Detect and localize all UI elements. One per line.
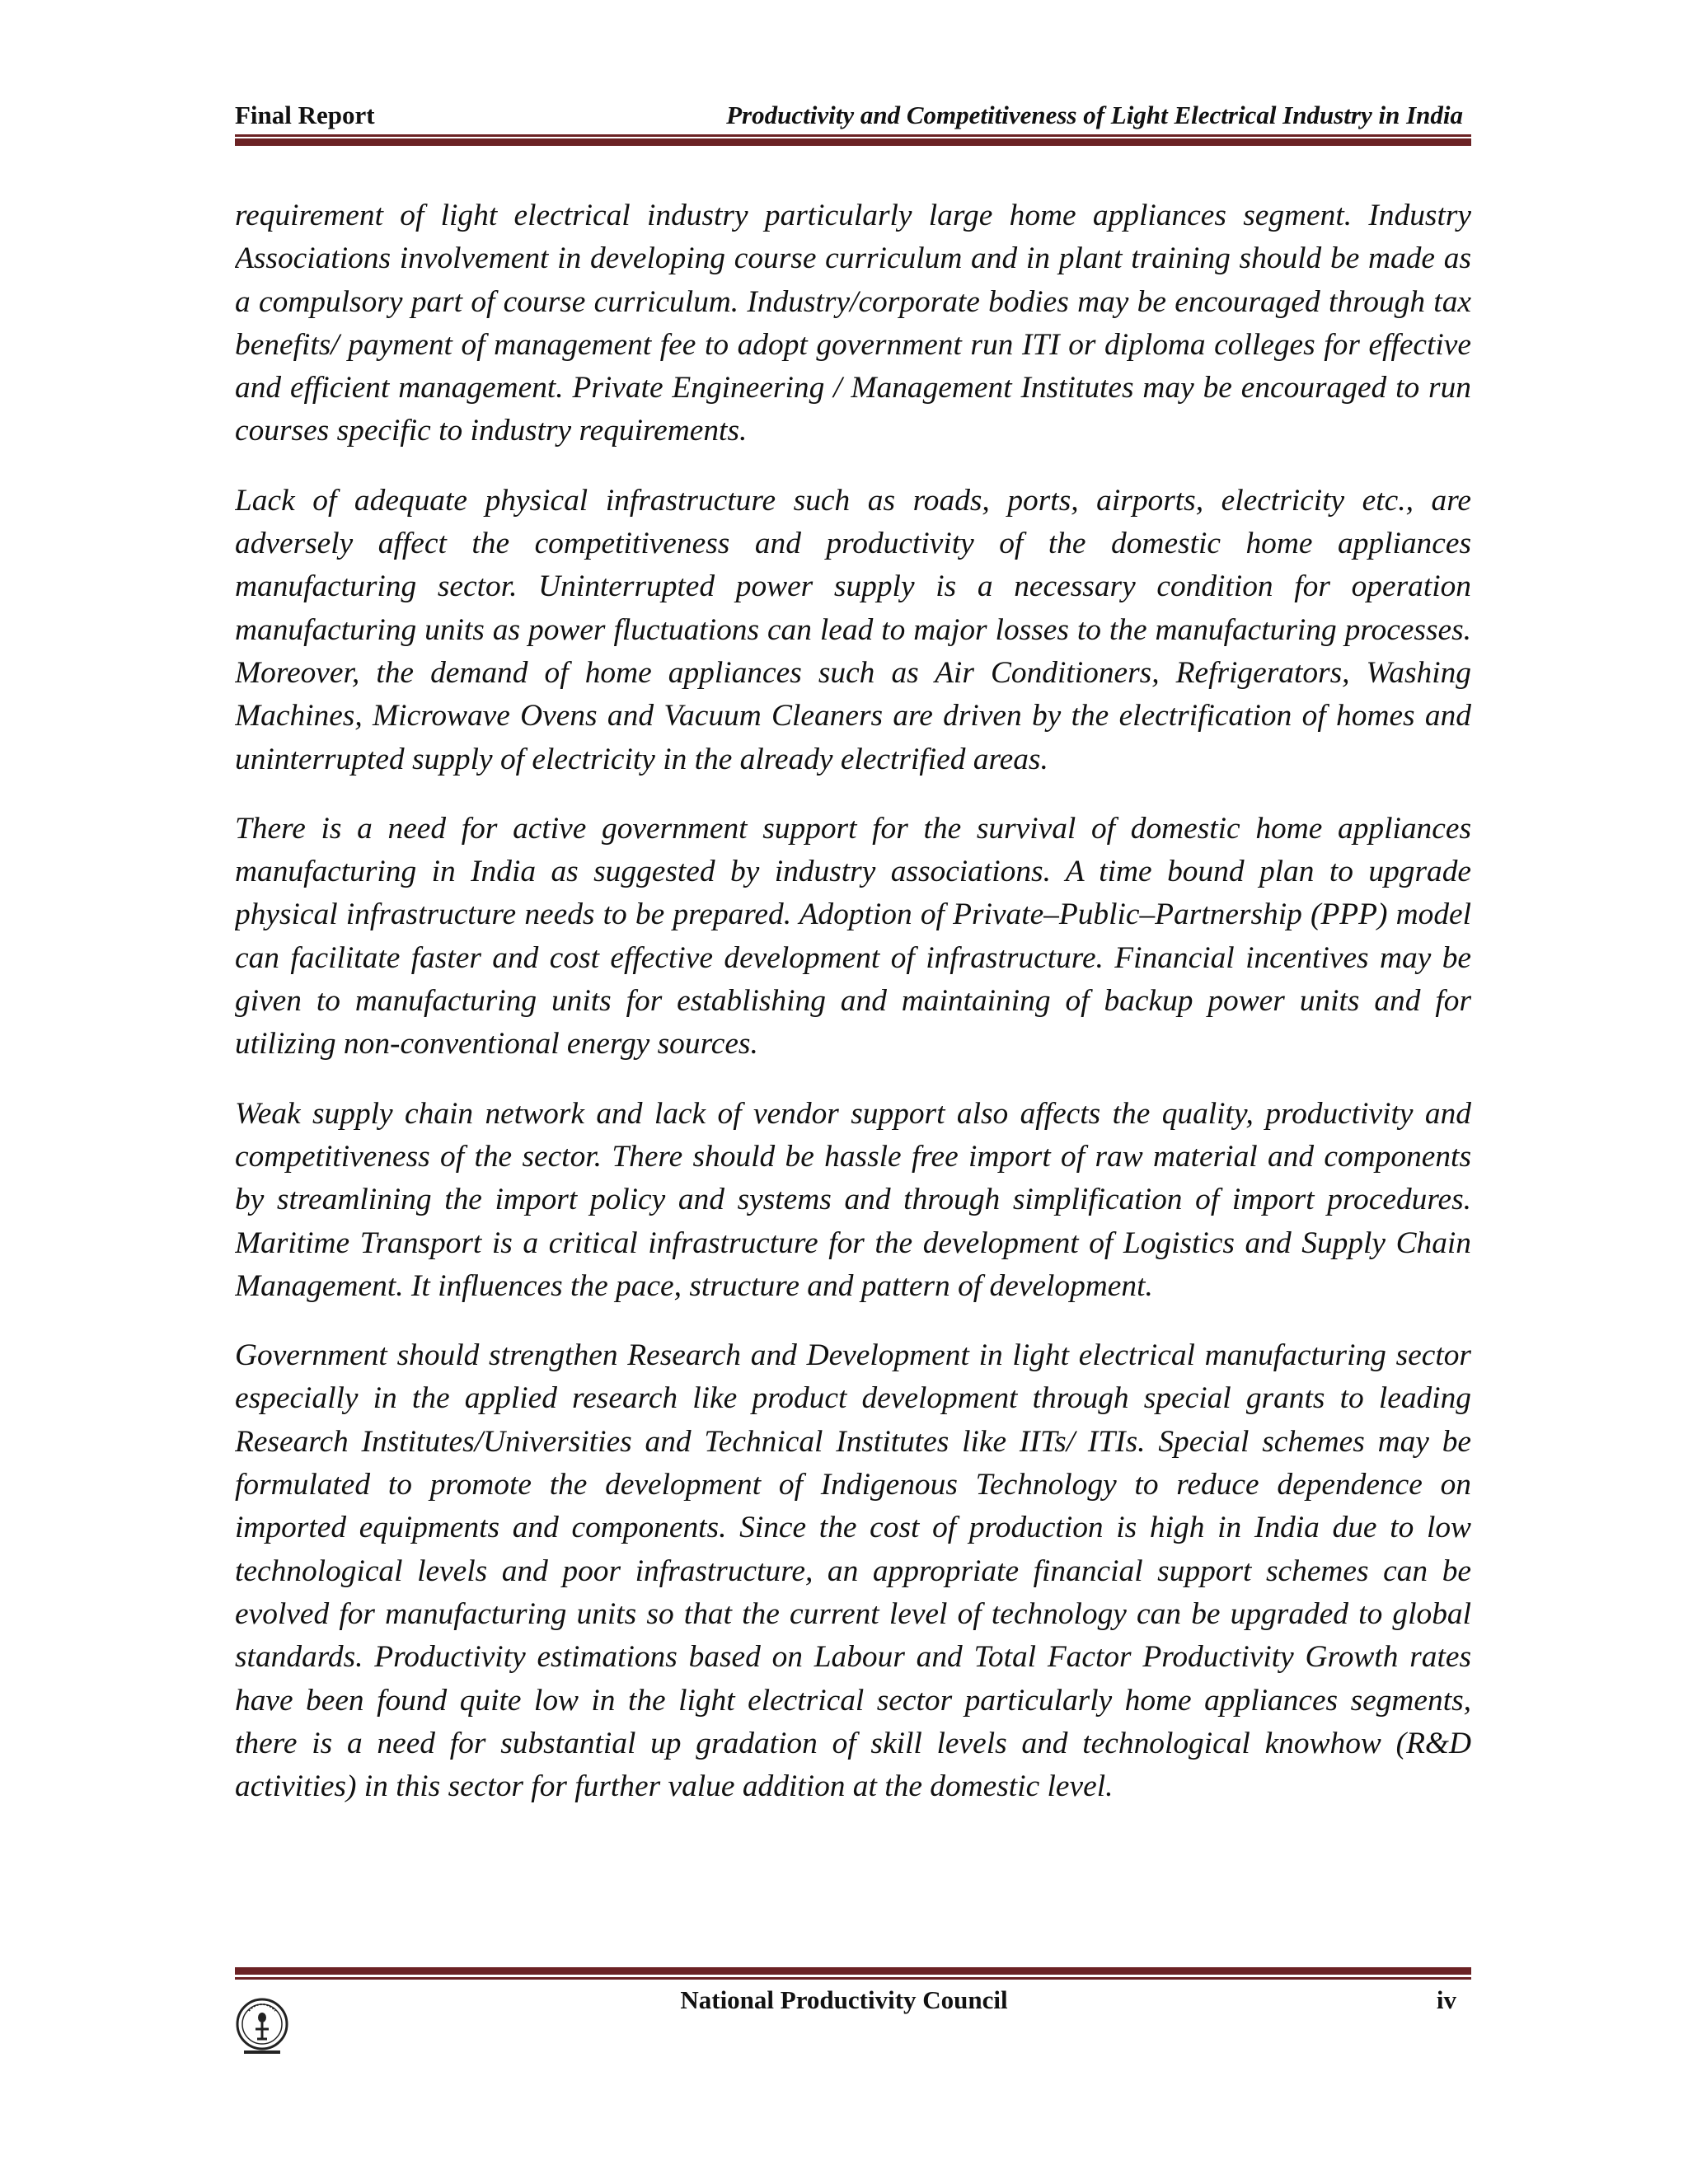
footer-rule-thin (235, 1977, 1471, 1980)
header-rule-thick (235, 138, 1471, 146)
header-report-title: Productivity and Competitiveness of Light Electrical Industry in India (726, 101, 1463, 129)
paragraph: Weak supply chain network and lack of vendor support also affects the quality, productivity and competitiveness of the sector. There should be hassle free import of raw material and components by streamlining the import policy and systems and through simplification of import procedures. Maritime Transport is a critical infrastructure for the development of Logistics and Supply Chain Management. It influences the pace, structure and pattern of development. (235, 1096, 1471, 1303)
paragraph: Government should strengthen Research and Development in light electrical manufacturing sector especially in the applied research like product development through special grants to leading Research Institutes/Universities and Technical Institutes like IITs/ ITIs. Special schemes may be formulated to promote the development of Indigenous Technology to reduce dependence on imported equipments and components. Since the cost of production is high in India due to low technological levels and poor infrastructure, an appropriate financial support schemes can be evolved for manufacturing units so that the current level of technology can be upgraded to global standards. Productivity estimations based on Labour and Total Factor Productivity Growth rates have been found quite low in the light electrical sector particularly home appliances segments, there is a need for substantial up gradation of skill levels and technological knowhow (R&D activities) in this sector for further value addition at the domestic level. (235, 1338, 1471, 1804)
paragraph: There is a need for active government support for the survival of domestic home appliances manufacturing in India as suggested by industry associations. A time bound plan to upgrade physical infrastructure needs to be prepared. Adoption of Private–Public–Partnership (PPP) model can facilitate faster and cost effective development of infrastructure. Financial incentives may be given to manufacturing units for establishing and maintaining of backup power units and for utilizing non-conventional energy sources. (235, 811, 1471, 1062)
header-rule-thin (235, 134, 1471, 137)
page-header (235, 99, 1471, 132)
page-number: iv (1436, 1985, 1456, 2014)
header-report-type: Final Report (235, 101, 375, 129)
footer-organization: National Productivity Council (680, 1985, 1008, 2014)
footer-rule-thick (235, 1967, 1471, 1975)
body-text (235, 194, 1471, 1938)
paragraph: Lack of adequate physical infrastructure such as roads, ports, airports, electricity etc., are adversely affect the competitiveness and productivity of the domestic home appliances manufacturing sector. Uninterrupted power supply is a necessary condition for operation manufacturing units as power fluctuations can lead to major losses to the manufacturing processes. Moreover, the demand of home appliances such as Air Conditioners, Refrigerators, Washing Machines, Microwave Ovens and Vacuum Cleaners are driven by the electrification of homes and uninterrupted supply of electricity in the already electrified areas. (235, 483, 1471, 776)
paragraph: requirement of light electrical industry particularly large home appliances segment. Industry Associations involvement in developing course curriculum and in plant training should be made as a compulsory part of course curriculum. Industry/corporate bodies may be encouraged through tax benefits/ payment of management fee to adopt government run ITI or diploma colleges for effective and efficient management. Private Engineering / Management Institutes may be encouraged to run courses specific to industry requirements. (235, 199, 1471, 448)
